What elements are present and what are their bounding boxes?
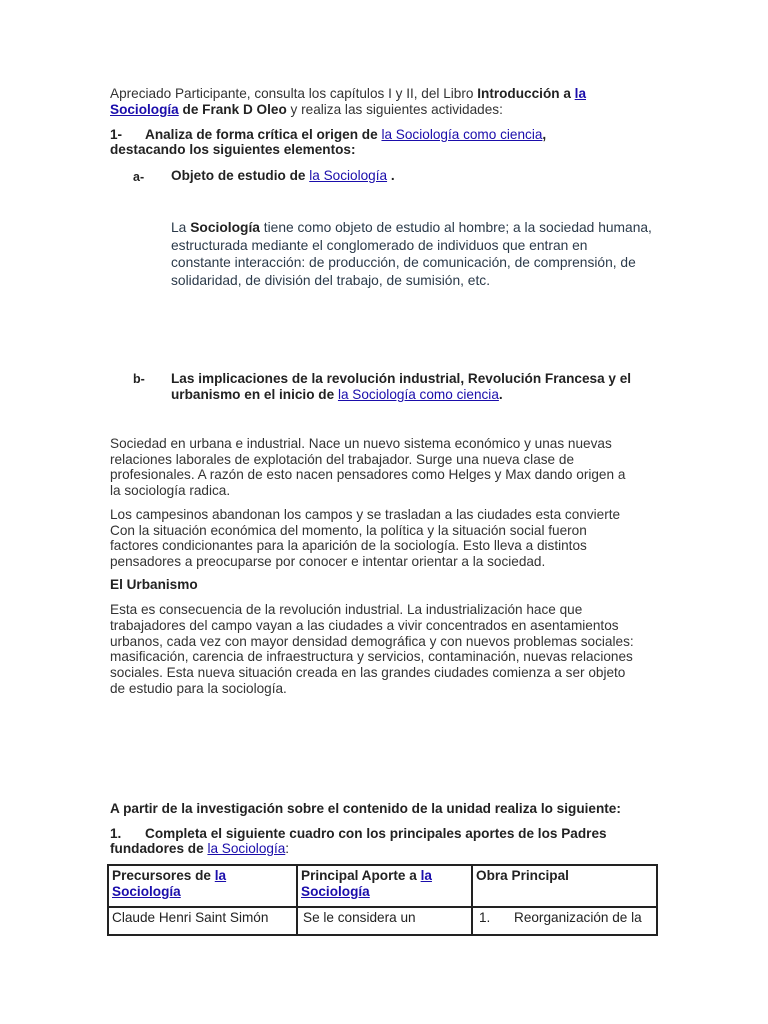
item-b-line-1: Las implicaciones de la revolución industrial, Revolución Francesa y el xyxy=(171,371,632,386)
item-a-heading: Objeto de estudio de la Sociología . xyxy=(171,168,395,183)
link-la[interactable]: la xyxy=(574,86,587,101)
link-sociologia[interactable]: Sociología xyxy=(110,102,179,117)
intro-line-2: Sociología de Frank D Oleo y realiza las siguientes actividades: xyxy=(110,102,503,117)
link-la-sociologia-part2[interactable]: la Sociología xyxy=(207,841,286,856)
header-principal-aporte: Principal Aporte a la Sociología xyxy=(297,865,472,907)
item-a-marker: a- xyxy=(133,170,145,184)
cell-precursor: Claude Henri Saint Simón xyxy=(108,907,297,935)
urbanismo-paragraph: Esta es consecuencia de la revolución industrial. La industrialización hace que trabajadores del campo vayan a las ciudades a vivir concentrados en asentamientos urbanos, cada vez con mayor densidad demográfica y con nuevos problemas sociales: masificación, carencia de infraestructura y servicios, contaminación, nuevas relaciones sociales. Esta nueva situación creada en las grandes ciudades comienza a ser objeto de estudio para la sociología. xyxy=(110,602,634,696)
table-row xyxy=(108,907,657,935)
q1-line-2: destacando los siguientes elementos: xyxy=(110,142,356,157)
item-a-answer: La Sociología tiene como objeto de estudio al hombre; a la sociedad humana, estructurada mediante el conglomerado de individuos que entran en constante interacción: de producción, de comunicación, de comprensión, de solidaridad, de división del trabajo, de sumisión, etc. xyxy=(171,220,652,288)
link-sociologia-ciencia-b[interactable]: la Sociología como ciencia xyxy=(337,387,499,402)
intro-line-1: Apreciado Participante, consulta los capítulos I y II, del Libro Introducción a la xyxy=(110,86,587,101)
part2-number: 1. xyxy=(110,826,122,841)
founders-table xyxy=(107,864,658,936)
q1-line-1: Analiza de forma crítica el origen de la Sociología como ciencia, xyxy=(145,127,547,142)
b-paragraph-2: Los campesinos abandonan los campos y se trasladan a las ciudades esta convierte Con la situación económica del momento, la política y la situación social fueron factores condicionantes para la aparición de la sociología. Esto lleva a distintos pensadores a preocuparse por conocer e intentar orientar a la sociedad. xyxy=(110,507,621,569)
header-precursores: Precursores de la Sociología xyxy=(108,865,297,907)
urbanismo-heading: El Urbanismo xyxy=(110,577,198,592)
table-header-row xyxy=(108,865,657,907)
cell-obra: 1. Reorganización de la xyxy=(472,907,657,935)
part2-line-1: Completa el siguiente cuadro con los principales aportes de los Padres xyxy=(145,826,607,841)
cell-aporte: Se le considera un xyxy=(297,907,472,935)
link-la-sociologia-a[interactable]: la Sociología xyxy=(309,168,388,183)
b-paragraph-1: Sociedad en urbana e industrial. Nace un nuevo sistema económico y unas nuevas relaciones laborales de explotación del trabajador. Surge una nueva clase de profesionales. A razón de esto nacen pensadores como Helges y Max dando origen a la sociología radica. xyxy=(110,436,626,498)
header-obra-principal: Obra Principal xyxy=(472,865,657,907)
part2-line-2: fundadores de la Sociología: xyxy=(110,841,290,856)
q1-number: 1- xyxy=(110,127,123,142)
part2-heading: A partir de la investigación sobre el contenido de la unidad realiza lo siguiente: xyxy=(110,801,621,816)
item-b-line-2: urbanismo en el inicio de la Sociología como ciencia. xyxy=(171,387,503,402)
link-sociologia-ciencia[interactable]: la Sociología como ciencia xyxy=(381,127,543,142)
item-b-marker: b- xyxy=(133,372,145,386)
